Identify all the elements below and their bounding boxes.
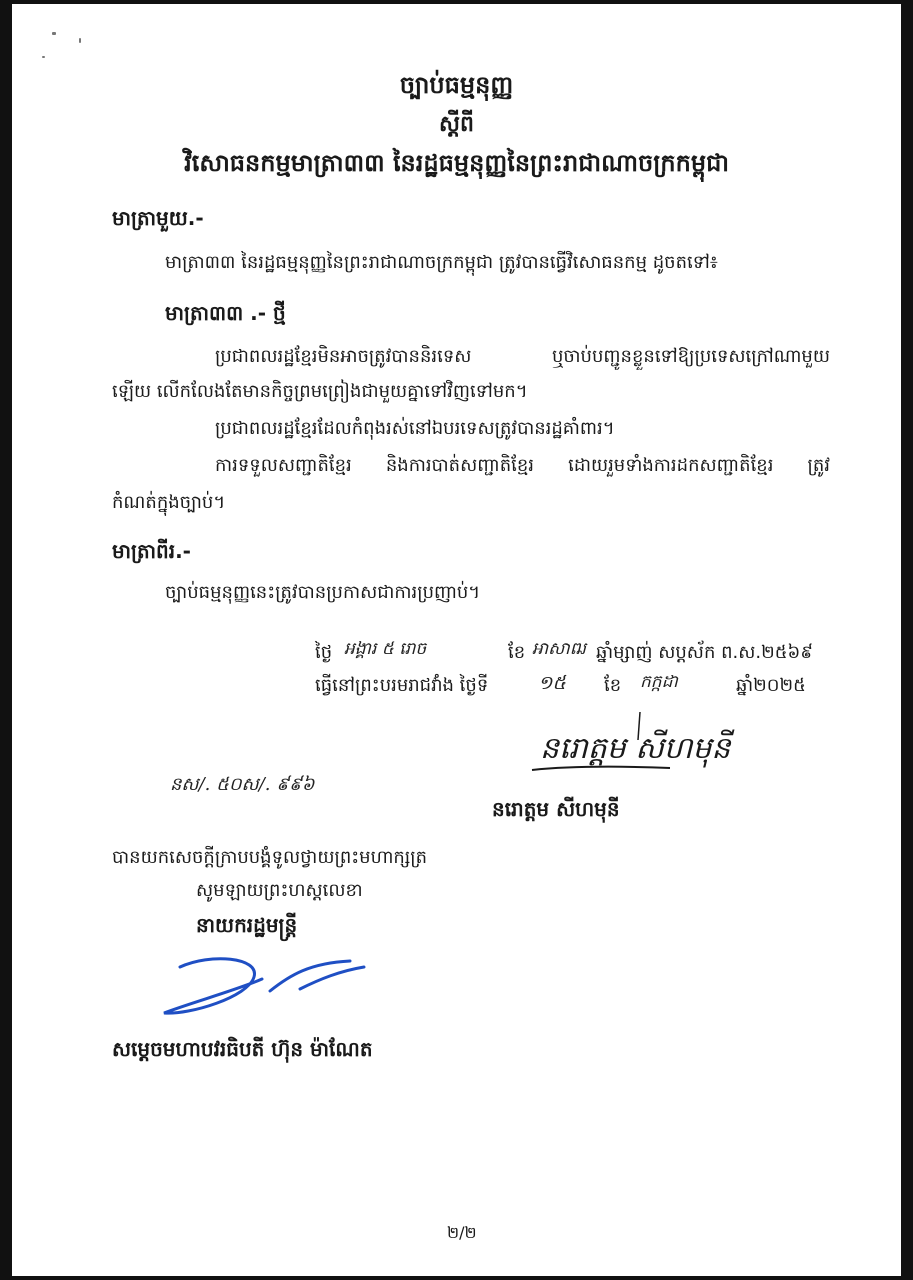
prime-minister-name: សម្តេចមហាបវរធិបតី ហ៊ុន ម៉ាណែត bbox=[112, 1037, 373, 1061]
prime-minister-title: នាយករដ្ឋមន្ត្រី bbox=[196, 913, 298, 937]
article-one-intro: មាត្រា៣៣ នៃរដ្ឋធម្មនុញ្ញនៃព្រះរាជាណាចក្រកម្ពុជា ត្រូវបានធ្វើវិសោធនកម្ម ដូចតទៅ៖ bbox=[165, 252, 718, 273]
prime-minister-signature bbox=[150, 945, 380, 1025]
page-number: ២/២ bbox=[447, 1223, 477, 1242]
king-signature-graphic bbox=[520, 700, 731, 790]
scan-speck bbox=[79, 38, 81, 43]
article-33-new-heading: មាត្រា៣៣ .- ថ្មី bbox=[165, 301, 286, 325]
article-33-para1-line1: ប្រជាពលរដ្ឋខ្មែរមិនអាចត្រូវបាននិរទេស ឬចាប់បញ្ជូនខ្លួនទៅឱ្យប្រទេសក្រៅណាមួយ bbox=[215, 346, 830, 367]
king-signature-text: នរោត្តម សីហមុនី bbox=[540, 731, 731, 766]
date-line1-month: អាសាឍ bbox=[532, 639, 586, 659]
document-title: ច្បាប់ធម្មនុញ្ញ bbox=[399, 71, 514, 99]
article-one-heading: មាត្រាមួយ.- bbox=[112, 206, 204, 230]
article-33-para3-line1: ការទទួលសញ្ជាតិខ្មែរ និងការបាត់សញ្ជាតិខ្មែរ ដោយរួមទាំងការដកសញ្ជាតិខ្មែរ ត្រូវ bbox=[215, 455, 830, 476]
date-line1-month-prefix: ខែ bbox=[508, 642, 526, 663]
date-line2-prefix: ធ្វើនៅព្រះបរមរាជវាំង ថ្ងៃទី bbox=[315, 675, 489, 696]
article-33-para2: ប្រជាពលរដ្ឋខ្មែរដែលកំពុងរស់នៅឯបរទេសត្រូវបានរដ្ឋគាំពារ។ bbox=[215, 418, 615, 439]
date-line2-month-prefix: ខែ bbox=[604, 675, 622, 696]
article-33-para3-line2: កំណត់ក្នុងច្បាប់។ bbox=[112, 492, 226, 513]
date-line2-day: ១៥ bbox=[538, 672, 566, 694]
article-two-heading: មាត្រាពីរ.- bbox=[112, 539, 191, 563]
countersign-line1: បានយកសេចក្តីក្រាបបង្គំទូលថ្វាយព្រះមហាក្សត្រ bbox=[112, 847, 427, 868]
date-line2-suffix: ឆ្នាំ២០២៥ bbox=[736, 675, 806, 696]
date-line1-prefix: ថ្ងៃ bbox=[315, 642, 333, 663]
article-33-para1-line2: ឡើយ លើកលែងតែមានកិច្ចព្រមព្រៀងជាមួយគ្នាទៅវិញទៅមក។ bbox=[112, 381, 528, 402]
document-main-title: វិសោធនកម្មមាត្រា៣៣ នៃរដ្ឋធម្មនុញ្ញនៃព្រះរាជាណាចក្រកម្ពុជា bbox=[184, 149, 729, 177]
king-signature bbox=[520, 700, 731, 790]
scan-speck bbox=[52, 32, 56, 35]
document-subtitle: ស្តីពី bbox=[439, 112, 474, 137]
king-name: នរោត្តម សីហមុនី bbox=[492, 797, 620, 821]
date-line1-weekday: អង្គារ ៥ រោច bbox=[344, 639, 427, 659]
reference-number: នស/. ៥០ស/. ៩៩៦ bbox=[170, 774, 315, 795]
date-line1-suffix: ឆ្នាំម្សាញ់ សប្តស័ក ព.ស.២៥៦៩ bbox=[596, 642, 813, 663]
prime-minister-signature-graphic bbox=[150, 945, 380, 1025]
date-line2-month: កក្កដា bbox=[640, 672, 678, 692]
scan-speck bbox=[42, 56, 45, 58]
article-two-text: ច្បាប់ធម្មនុញ្ញនេះត្រូវបានប្រកាសជាការប្រញាប់។ bbox=[165, 582, 481, 603]
countersign-line2: សូមឡាយព្រះហស្តលេខា bbox=[196, 880, 363, 901]
